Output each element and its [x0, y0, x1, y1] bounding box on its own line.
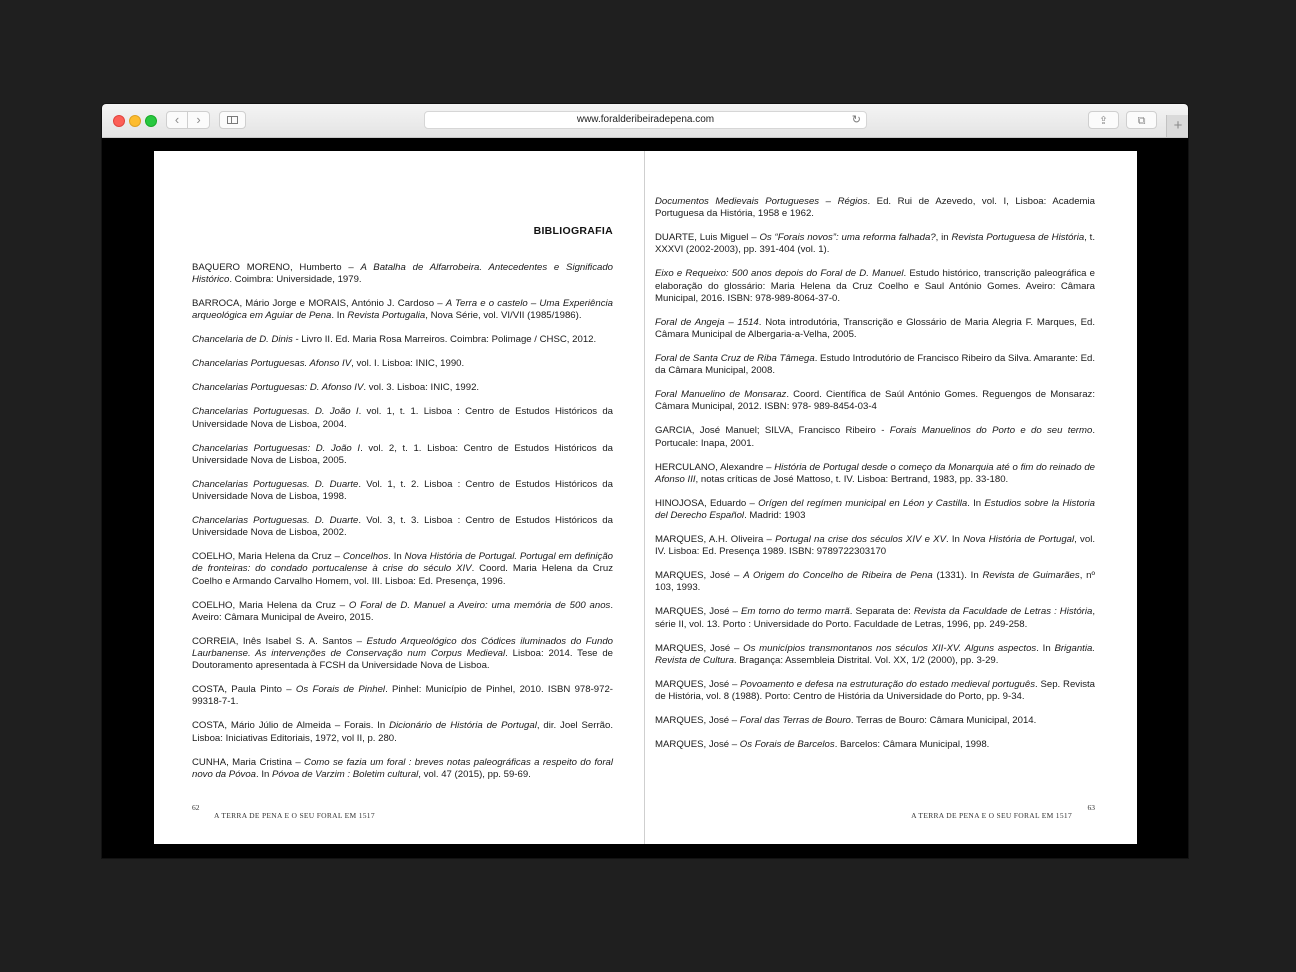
entry-title: Foral de Santa Cruz de Riba Tâmega — [655, 353, 815, 365]
entry-text: . Coord. Científica de Saúl António Gomes. Reguengos de Monsaraz: Câmara Municipal, 2012. ISBN: 978- 989-8454-03-4 — [655, 389, 1095, 413]
bibliography-entry — [655, 196, 1095, 220]
entry-text: , série II, vol. 13. Porto : Universidade do Porto. Faculdade de Letras, 1996, pp. 249-258. — [655, 606, 1095, 630]
share-icon: ⇪ — [1098, 115, 1109, 127]
new-tab-button[interactable] — [1166, 115, 1188, 137]
entry-text: COSTA, Paula Pinto – — [192, 684, 296, 696]
entry-text: . In — [388, 551, 405, 563]
entry-text: CUNHA, Maria Cristina – — [192, 756, 305, 768]
entry-title: Foral das Terras de Bouro — [739, 715, 851, 727]
entry-title: Povoamento e defesa na estruturação do estado medieval português — [740, 678, 1036, 690]
bibliography-entry — [192, 684, 613, 708]
bibliography-entry — [192, 298, 613, 322]
book-spread — [154, 151, 1137, 844]
entry-title: Revista Portuguesa de História — [951, 232, 1085, 244]
entry-title: Revista da Faculdade de Letras : História — [913, 606, 1093, 618]
entry-text: . Bragança: Assembleia Distrital. Vol. XX, 1/2 (2000), pp. 3-29. — [733, 654, 999, 666]
entry-text: . In — [945, 534, 964, 546]
entry-text: BAQUERO MORENO, Humberto – — [192, 262, 361, 273]
bibliography-entry — [655, 353, 1095, 377]
chevron-left-icon: ‹ — [174, 112, 180, 127]
entry-title: Eixo e Requeixo: 500 anos depois do Foral de D. Manuel — [655, 268, 904, 280]
entry-title: A Batalha de Alfarrobeira. Antecedentes e Significado Histórico — [192, 262, 613, 286]
entry-title: Os municípios transmontanos nos séculos XII-XV. Alguns aspectos — [743, 642, 1037, 654]
entry-title: Chancelarias Portuguesas: D. João I — [192, 442, 361, 454]
entry-text: COELHO, Maria Helena da Cruz – — [192, 551, 343, 563]
entry-text: . vol. 1, t. 1. Lisboa : Centro de Estudos Históricos da Universidade Nova de Lisboa, 2004. — [192, 406, 613, 430]
left-page — [192, 151, 613, 844]
bibliography-entry — [192, 443, 613, 467]
book-spine — [644, 151, 645, 844]
entry-text: . Terras de Bouro: Câmara Municipal, 2014. — [850, 715, 1037, 727]
entry-text: BARROCA, Mário Jorge e MORAIS, António J. Cardoso – — [192, 298, 446, 310]
entry-title: Os Forais de Barcelos — [739, 739, 835, 751]
entry-title: A Origem do Concelho de Ribeira de Pena — [743, 570, 933, 582]
bibliography-entry — [655, 498, 1095, 522]
share-button[interactable] — [1088, 111, 1119, 129]
entry-title: Os Forais de Pinhel — [295, 684, 386, 696]
entry-title: Como se fazia um foral : breves notas paleográficas a respeito do foral novo da Póvoa — [192, 756, 613, 780]
entry-title: Foral de Angeja – 1514 — [655, 316, 759, 328]
entry-text: COELHO, Maria Helena da Cruz – — [192, 599, 349, 611]
bibliography-entry — [655, 739, 1095, 751]
entry-title: Revista de Guimarães — [982, 570, 1080, 582]
sidebar-toggle-button[interactable] — [219, 111, 246, 129]
bibliography-entry — [655, 389, 1095, 413]
entry-text: . Coimbra: Universidade, 1979. — [229, 274, 362, 286]
right-running-head: A TERRA DE PENA E O SEU FORAL EM 1517 — [911, 811, 1072, 820]
entry-text: , vol. I. Lisboa: INIC, 1990. — [351, 358, 465, 370]
minimize-window-button[interactable] — [129, 115, 141, 127]
browser-toolbar — [102, 104, 1188, 138]
entry-text: DUARTE, Luis Miguel – — [655, 232, 760, 244]
entry-text: , in — [935, 232, 952, 244]
bibliography-entry — [192, 406, 613, 430]
entry-text: . Lisboa: 2014. Tese de Doutoramento apresentada à FCSH da Universidade Nova de Lisboa. — [192, 648, 613, 672]
entry-text: MARQUES, A.H. Oliveira – — [655, 534, 776, 546]
url-text: www.foralderibeiradepena.com — [576, 114, 715, 125]
entry-title: Dicionário de História de Portugal — [389, 720, 537, 732]
tabs-overview-icon: ⧉ — [1137, 115, 1146, 127]
entry-text: . In — [256, 768, 273, 780]
entry-title: Revista Portugalia — [347, 310, 426, 322]
bibliography-entry — [655, 643, 1095, 667]
bibliography-entry — [655, 425, 1095, 449]
entry-text: . Pinhel: Município de Pinhel, 2010. ISBN 978-972-99318-7-1. — [192, 684, 613, 708]
entry-text: , notas críticas de José Mattoso, t. IV. Lisboa: Bertrand, 1983, pp. 33-180. — [695, 473, 1009, 485]
address-bar[interactable] — [424, 111, 867, 129]
bibliography-entry — [192, 600, 613, 624]
entry-text: . Estudo Introdutório de Francisco Ribeiro da Silva. Amarante: Ed. da Câmara Municipal, 2008. — [655, 353, 1095, 377]
bibliography-entry — [192, 515, 613, 539]
entry-text: CORREIA, Inês Isabel S. A. Santos – — [192, 635, 367, 647]
entry-title: Brigantia. Revista de Cultura — [655, 642, 1095, 666]
entry-title: Estudios sobre la Historia del Derecho Español — [655, 497, 1096, 522]
bibliography-entry — [192, 262, 613, 286]
entry-title: Chancelarias Portuguesas. Afonso IV — [192, 358, 352, 370]
entry-title: Portugal na crise dos séculos XIV e XV — [775, 534, 946, 546]
entry-text: MARQUES, José – — [655, 739, 740, 751]
entry-title: Chancelaria de D. Dinis — [192, 334, 293, 346]
entry-text: MARQUES, José – — [655, 570, 744, 582]
zoom-window-button[interactable] — [145, 115, 157, 127]
entry-title: Nova História de Portugal. Portugal em definição de fronteiras: do condado portucalense à crise do século XIV — [192, 551, 614, 575]
entry-text: . Sep. Revista de História, vol. 8 (1988). Porto: Centro de História da Universidade do Porto, pp. 9-34. — [655, 678, 1096, 703]
entry-title: Chancelarias Portuguesas. D. João I — [192, 406, 359, 418]
back-button[interactable] — [166, 111, 188, 129]
entry-text: . Nota introdutória, Transcrição e Glossário de Maria Alegria F. Marques, Ed. Câmara Municipal de Albergaria-a-Velha, 2005. — [655, 316, 1095, 341]
bibliography-entry — [192, 757, 613, 781]
entry-text: . vol. 2, t. 1. Lisboa: Centro de Estudos Históricos da Universidade Nova de Lisboa, 2005. — [192, 442, 614, 466]
entry-text: , nº 103, 1993. — [655, 570, 1095, 594]
entry-title: Orígen del regímen municipal en Léon y Castilla — [758, 497, 968, 509]
right-page-number: 63 — [1087, 803, 1095, 812]
right-bibliography-list — [655, 196, 1095, 763]
bibliography-heading: BIBLIOGRAFIA — [533, 225, 613, 237]
entry-text: - Livro II. Ed. Maria Rosa Marreiros. Coimbra: Polimage / CHSC, 2012. — [292, 334, 597, 346]
entry-title: Concelhos — [342, 551, 389, 563]
entry-text: . Separata de: — [849, 606, 914, 618]
bibliography-entry — [192, 636, 613, 673]
show-tabs-button[interactable] — [1126, 111, 1157, 129]
bibliography-entry — [192, 382, 613, 394]
entry-text: . In — [1036, 642, 1055, 654]
entry-text: . Vol. 3, t. 3. Lisboa : Centro de Estudos Históricos da Universidade Nova de Lisboa, 2002. — [192, 515, 613, 539]
plus-icon: + — [1173, 117, 1183, 134]
bibliography-entry — [655, 606, 1095, 630]
bibliography-entry — [192, 358, 613, 370]
entry-title: Póvoa de Varzim : Boletim cultural — [272, 768, 419, 780]
bibliography-entry — [655, 317, 1095, 341]
sidebar-icon — [227, 116, 238, 124]
entry-title: O Foral de D. Manuel a Aveiro: uma memória de 500 anos — [348, 599, 611, 611]
bibliography-entry — [655, 462, 1095, 486]
entry-title: Forais Manuelinos do Porto e do seu termo — [889, 425, 1093, 437]
entry-text: MARQUES, José – — [655, 642, 744, 654]
entry-text: . Vol. 1, t. 2. Lisboa : Centro de Estudos Históricos da Universidade Nova de Lisboa, 1998. — [192, 478, 613, 503]
entry-text: . Barcelos: Câmara Municipal, 1998. — [834, 739, 990, 751]
close-window-button[interactable] — [113, 115, 125, 127]
entry-text: . Madrid: 1903 — [744, 510, 806, 522]
entry-text: , t. XXXVI (2002-2003), pp. 391-404 (vol. 1). — [655, 232, 1095, 256]
left-running-head: A TERRA DE PENA E O SEU FORAL EM 1517 — [214, 811, 375, 820]
bibliography-entry — [192, 551, 613, 588]
bibliography-entry — [192, 720, 613, 744]
entry-text: MARQUES, José – — [655, 678, 741, 690]
bibliography-entry — [192, 334, 613, 346]
bibliography-entry — [655, 232, 1095, 256]
entry-text: , dir. Joel Serrão. Lisboa: Iniciativas Editoriais, 1972, vol II, p. 280. — [192, 720, 613, 744]
browser-window — [102, 104, 1188, 858]
entry-text: GARCIA, José Manuel; SILVA, Francisco Ribeiro - — [655, 425, 890, 437]
entry-title: A Terra e o castelo – Uma Experiência arqueológica em Aguiar de Pena — [192, 298, 613, 322]
entry-title: Em torno do termo marrã — [740, 606, 850, 618]
chevron-right-icon: › — [196, 112, 201, 127]
bibliography-entry — [655, 679, 1095, 703]
entry-title: Foral Manuelino de Monsaraz — [655, 389, 787, 401]
entry-title: Documentos Medievais Portugueses – Régios — [655, 196, 868, 207]
entry-text: , Nova Série, vol. VI/VII (1985/1986). — [425, 310, 582, 322]
entry-text: (1331). In — [932, 570, 983, 582]
entry-text: . Aveiro: Câmara Municipal de Aveiro, 2015. — [192, 599, 613, 623]
entry-text: , vol. 47 (2015), pp. 59-69. — [418, 768, 531, 780]
bibliography-entry — [655, 534, 1095, 558]
entry-text: . Portucale: Inapa, 2001. — [655, 425, 1095, 449]
entry-title: Estudo Arqueológico dos Códices iluminados do Fundo Laurbanense. As intervenções de Conservação num Corpus Medieval — [192, 635, 613, 660]
entry-title: Os “Forais novos”: uma reforma falhada? — [759, 232, 936, 244]
entry-text: . Ed. Rui de Azevedo, vol. I, Lisboa: Academia Portuguesa da História, 1958 e 1962. — [655, 196, 1095, 220]
entry-text: . vol. 3. Lisboa: INIC, 1992. — [363, 382, 480, 394]
entry-title: Chancelarias Portuguesas: D. Afonso IV — [192, 382, 364, 394]
entry-text: . In — [331, 310, 348, 322]
right-page — [655, 151, 1095, 844]
entry-title: História de Portugal desde o começo da Monarquia até o fim do reinado de Afonso III — [655, 461, 1096, 485]
bibliography-entry — [655, 268, 1095, 305]
entry-text: HERCULANO, Alexandre – — [655, 461, 775, 473]
entry-title: Nova História de Portugal — [963, 534, 1075, 546]
entry-text: MARQUES, José – — [655, 606, 741, 618]
entry-text: , vol. IV. Lisboa: Ed. Presença 1989. ISBN: 9789722303170 — [655, 534, 1095, 558]
entry-text: HINOJOSA, Eduardo – — [655, 497, 759, 509]
entry-text: . Estudo histórico, transcrição paleográfica e elaboração do glossário: Maria Helena da Cruz Coelho e Saul António Gomes. Aveiro: Câmara Municipal, 2016. ISBN: 978-989-8064-37-0. — [655, 268, 1095, 304]
entry-text: . Coord. Maria Helena da Cruz Coelho e Armando Carvalho Homem, vol. III. Lisboa: Ed. Presença, 1996. — [192, 563, 613, 587]
bibliography-entry — [655, 715, 1095, 727]
left-bibliography-list — [192, 262, 613, 793]
bibliography-entry — [655, 570, 1095, 594]
reload-icon[interactable]: ↻ — [851, 114, 861, 126]
entry-title: Chancelarias Portuguesas. D. Duarte — [192, 478, 359, 490]
forward-button[interactable] — [188, 111, 210, 129]
entry-text: MARQUES, José – — [655, 715, 740, 727]
left-page-number: 62 — [192, 803, 200, 812]
entry-title: Chancelarias Portuguesas. D. Duarte — [192, 515, 359, 527]
bibliography-entry — [192, 479, 613, 503]
entry-text: COSTA, Mário Júlio de Almeida – Forais. In — [192, 720, 390, 732]
entry-text: . In — [967, 497, 985, 509]
